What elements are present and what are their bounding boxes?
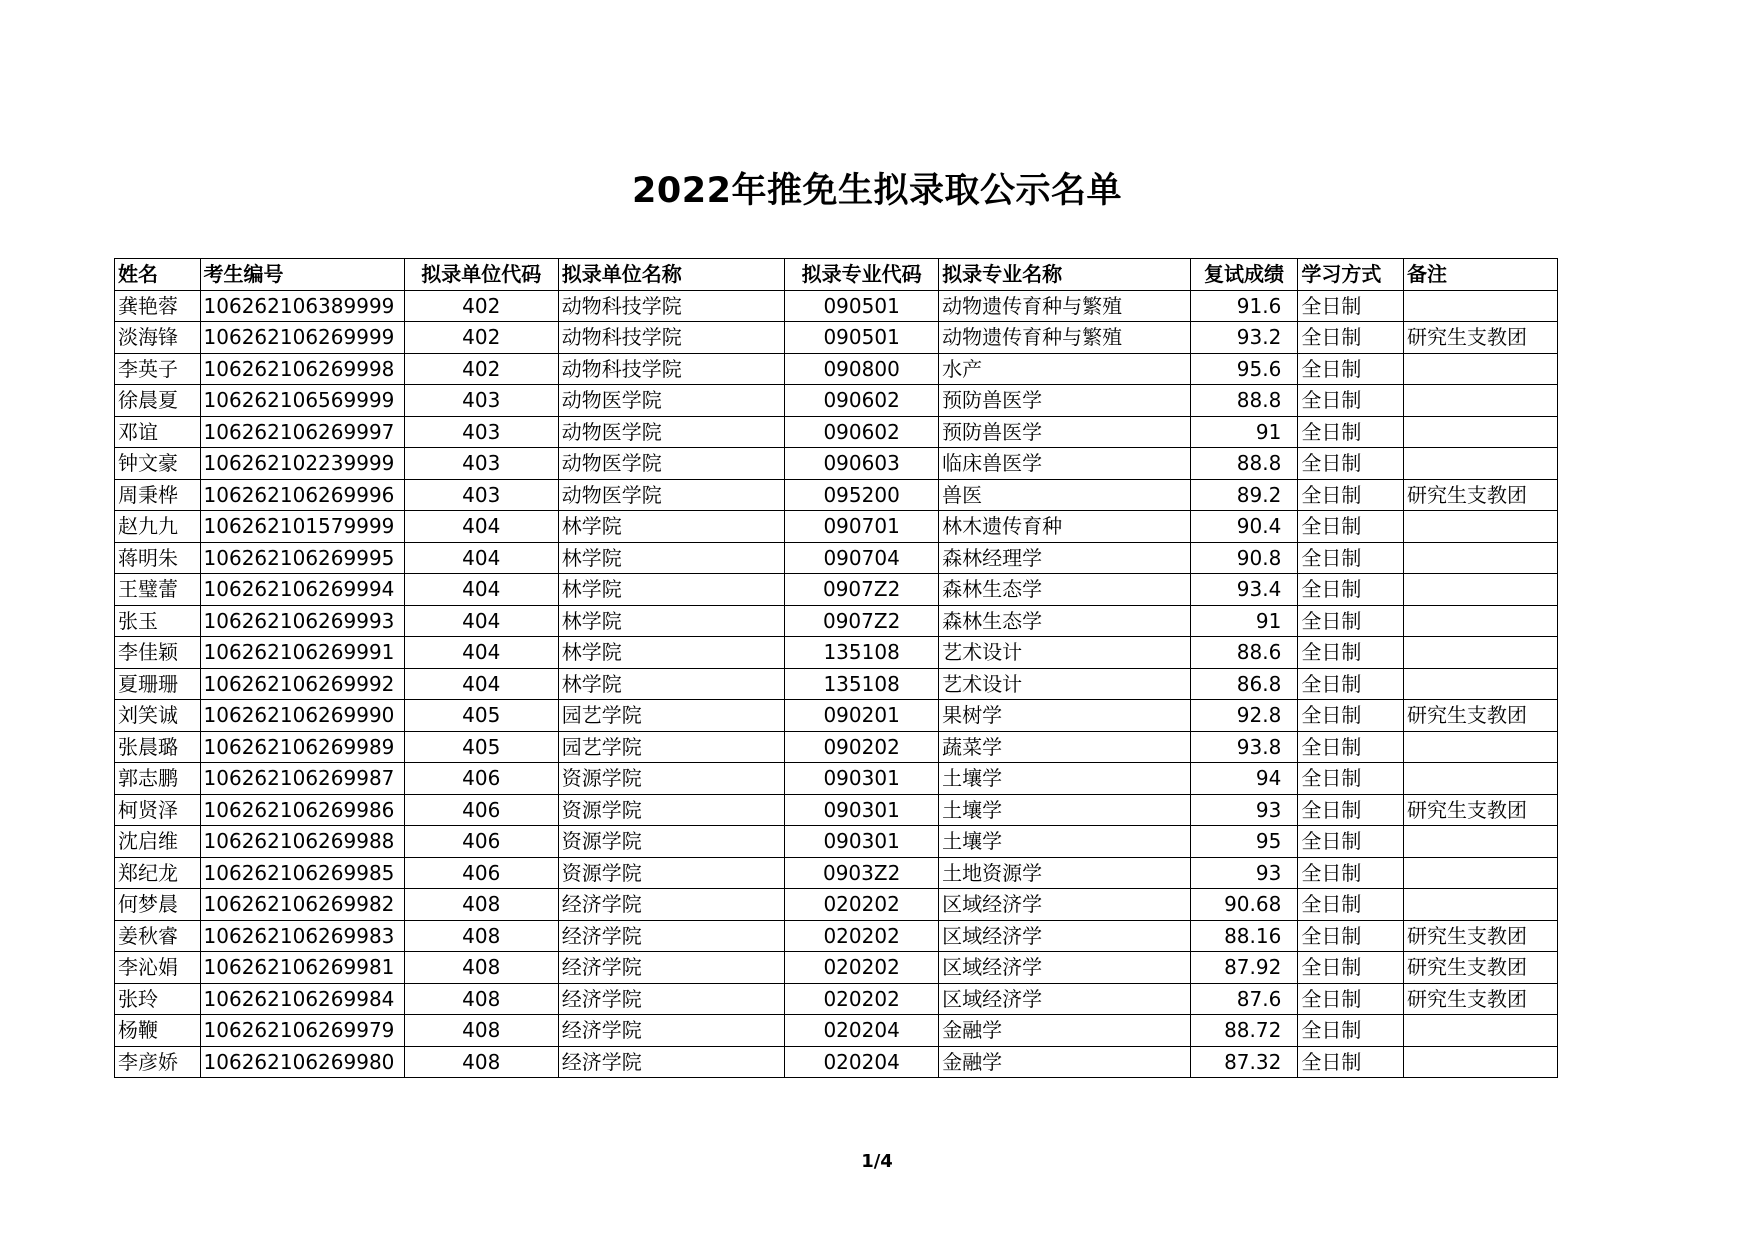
cell-study-mode: 全日制 xyxy=(1298,542,1404,574)
cell-remarks: 研究生支教团 xyxy=(1403,700,1557,732)
cell-major-name: 森林生态学 xyxy=(939,605,1191,637)
cell-score: 91 xyxy=(1190,605,1298,637)
cell-remarks xyxy=(1403,416,1557,448)
cell-major-code: 135108 xyxy=(785,637,939,669)
header-unit-code: 拟录单位代码 xyxy=(404,259,558,291)
cell-major-code: 090202 xyxy=(785,731,939,763)
cell-major-name: 土壤学 xyxy=(939,763,1191,795)
cell-exam-id: 106262106269979 xyxy=(200,1015,404,1047)
table-row xyxy=(115,794,1558,826)
cell-remarks xyxy=(1403,574,1557,606)
cell-study-mode: 全日制 xyxy=(1298,637,1404,669)
cell-study-mode: 全日制 xyxy=(1298,794,1404,826)
cell-unit-code: 406 xyxy=(404,857,558,889)
cell-score: 87.92 xyxy=(1190,952,1298,984)
cell-remarks xyxy=(1403,605,1557,637)
cell-score: 92.8 xyxy=(1190,700,1298,732)
cell-remarks: 研究生支教团 xyxy=(1403,983,1557,1015)
table-row xyxy=(115,952,1558,984)
cell-remarks xyxy=(1403,637,1557,669)
cell-remarks xyxy=(1403,731,1557,763)
cell-name: 姜秋睿 xyxy=(115,920,201,952)
cell-study-mode: 全日制 xyxy=(1298,952,1404,984)
cell-unit-name: 经济学院 xyxy=(558,952,784,984)
cell-exam-id: 106262106269980 xyxy=(200,1046,404,1078)
table-row xyxy=(115,448,1558,480)
cell-name: 张玉 xyxy=(115,605,201,637)
header-exam-id: 考生编号 xyxy=(200,259,404,291)
cell-unit-code: 408 xyxy=(404,1046,558,1078)
cell-name: 郭志鹏 xyxy=(115,763,201,795)
cell-score: 93.2 xyxy=(1190,322,1298,354)
cell-name: 郑纪龙 xyxy=(115,857,201,889)
cell-unit-name: 林学院 xyxy=(558,605,784,637)
cell-unit-name: 林学院 xyxy=(558,511,784,543)
cell-unit-name: 园艺学院 xyxy=(558,700,784,732)
table-row xyxy=(115,605,1558,637)
cell-remarks: 研究生支教团 xyxy=(1403,322,1557,354)
cell-name: 李彦娇 xyxy=(115,1046,201,1078)
cell-major-name: 预防兽医学 xyxy=(939,385,1191,417)
cell-unit-code: 404 xyxy=(404,605,558,637)
cell-unit-code: 408 xyxy=(404,952,558,984)
cell-remarks xyxy=(1403,511,1557,543)
cell-study-mode: 全日制 xyxy=(1298,448,1404,480)
page-number: 1/4 xyxy=(861,1151,893,1172)
cell-unit-name: 林学院 xyxy=(558,668,784,700)
cell-exam-id: 106262106269988 xyxy=(200,826,404,858)
cell-name: 周秉桦 xyxy=(115,479,201,511)
cell-score: 88.8 xyxy=(1190,385,1298,417)
cell-major-code: 090800 xyxy=(785,353,939,385)
admission-table xyxy=(114,258,1558,1078)
cell-score: 93 xyxy=(1190,794,1298,826)
cell-unit-name: 动物医学院 xyxy=(558,385,784,417)
table-row xyxy=(115,826,1558,858)
cell-unit-name: 动物科技学院 xyxy=(558,290,784,322)
header-name: 姓名 xyxy=(115,259,201,291)
cell-name: 张玲 xyxy=(115,983,201,1015)
cell-unit-code: 405 xyxy=(404,731,558,763)
cell-study-mode: 全日制 xyxy=(1298,857,1404,889)
cell-major-name: 预防兽医学 xyxy=(939,416,1191,448)
table-row xyxy=(115,1015,1558,1047)
cell-unit-code: 404 xyxy=(404,511,558,543)
cell-major-code: 095200 xyxy=(785,479,939,511)
cell-name: 王璧蕾 xyxy=(115,574,201,606)
cell-major-code: 020202 xyxy=(785,889,939,921)
cell-study-mode: 全日制 xyxy=(1298,700,1404,732)
cell-unit-code: 403 xyxy=(404,416,558,448)
cell-exam-id: 106262106269993 xyxy=(200,605,404,637)
cell-study-mode: 全日制 xyxy=(1298,385,1404,417)
cell-remarks xyxy=(1403,763,1557,795)
cell-study-mode: 全日制 xyxy=(1298,826,1404,858)
cell-unit-code: 403 xyxy=(404,479,558,511)
cell-exam-id: 106262106269990 xyxy=(200,700,404,732)
cell-score: 88.16 xyxy=(1190,920,1298,952)
cell-major-name: 兽医 xyxy=(939,479,1191,511)
cell-unit-name: 动物医学院 xyxy=(558,416,784,448)
cell-major-name: 水产 xyxy=(939,353,1191,385)
cell-major-code: 090301 xyxy=(785,826,939,858)
cell-unit-code: 408 xyxy=(404,1015,558,1047)
cell-study-mode: 全日制 xyxy=(1298,416,1404,448)
cell-unit-code: 405 xyxy=(404,700,558,732)
cell-major-code: 090602 xyxy=(785,416,939,448)
cell-major-name: 临床兽医学 xyxy=(939,448,1191,480)
cell-unit-name: 动物科技学院 xyxy=(558,322,784,354)
cell-unit-name: 动物科技学院 xyxy=(558,353,784,385)
cell-major-code: 0903Z2 xyxy=(785,857,939,889)
cell-exam-id: 106262106269999 xyxy=(200,322,404,354)
table-row xyxy=(115,889,1558,921)
cell-score: 90.4 xyxy=(1190,511,1298,543)
cell-unit-code: 404 xyxy=(404,542,558,574)
cell-remarks xyxy=(1403,353,1557,385)
cell-name: 李佳颖 xyxy=(115,637,201,669)
cell-unit-name: 经济学院 xyxy=(558,1046,784,1078)
cell-exam-id: 106262102239999 xyxy=(200,448,404,480)
cell-major-name: 金融学 xyxy=(939,1046,1191,1078)
cell-unit-code: 404 xyxy=(404,637,558,669)
cell-exam-id: 106262106269991 xyxy=(200,637,404,669)
cell-remarks xyxy=(1403,668,1557,700)
cell-exam-id: 106262106569999 xyxy=(200,385,404,417)
cell-name: 沈启维 xyxy=(115,826,201,858)
cell-major-code: 090201 xyxy=(785,700,939,732)
cell-major-code: 0907Z2 xyxy=(785,574,939,606)
cell-major-code: 135108 xyxy=(785,668,939,700)
cell-major-code: 090603 xyxy=(785,448,939,480)
cell-score: 87.6 xyxy=(1190,983,1298,1015)
cell-study-mode: 全日制 xyxy=(1298,353,1404,385)
cell-exam-id: 106262106269995 xyxy=(200,542,404,574)
header-remarks: 备注 xyxy=(1403,259,1557,291)
table-row xyxy=(115,763,1558,795)
cell-major-name: 土壤学 xyxy=(939,826,1191,858)
header-unit-name: 拟录单位名称 xyxy=(558,259,784,291)
cell-unit-name: 经济学院 xyxy=(558,1015,784,1047)
table-row xyxy=(115,920,1558,952)
cell-unit-name: 动物医学院 xyxy=(558,448,784,480)
cell-study-mode: 全日制 xyxy=(1298,605,1404,637)
cell-major-name: 动物遗传育种与繁殖 xyxy=(939,290,1191,322)
cell-unit-code: 408 xyxy=(404,920,558,952)
cell-unit-name: 园艺学院 xyxy=(558,731,784,763)
table-row xyxy=(115,322,1558,354)
cell-name: 夏珊珊 xyxy=(115,668,201,700)
cell-unit-code: 402 xyxy=(404,353,558,385)
cell-score: 94 xyxy=(1190,763,1298,795)
cell-name: 杨鞭 xyxy=(115,1015,201,1047)
table-row xyxy=(115,700,1558,732)
cell-score: 93.4 xyxy=(1190,574,1298,606)
cell-exam-id: 106262106269994 xyxy=(200,574,404,606)
cell-score: 88.6 xyxy=(1190,637,1298,669)
cell-major-name: 森林经理学 xyxy=(939,542,1191,574)
cell-study-mode: 全日制 xyxy=(1298,983,1404,1015)
cell-remarks xyxy=(1403,857,1557,889)
header-row xyxy=(115,259,1558,291)
cell-unit-code: 404 xyxy=(404,574,558,606)
cell-name: 钟文豪 xyxy=(115,448,201,480)
cell-exam-id: 106262106269985 xyxy=(200,857,404,889)
cell-major-name: 艺术设计 xyxy=(939,637,1191,669)
cell-exam-id: 106262106269989 xyxy=(200,731,404,763)
cell-major-code: 0907Z2 xyxy=(785,605,939,637)
cell-remarks xyxy=(1403,290,1557,322)
header-major-code: 拟录专业代码 xyxy=(785,259,939,291)
cell-major-name: 森林生态学 xyxy=(939,574,1191,606)
cell-name: 李英子 xyxy=(115,353,201,385)
cell-exam-id: 106262106269983 xyxy=(200,920,404,952)
cell-exam-id: 106262106269984 xyxy=(200,983,404,1015)
cell-name: 龚艳蓉 xyxy=(115,290,201,322)
cell-unit-name: 经济学院 xyxy=(558,983,784,1015)
cell-major-code: 090301 xyxy=(785,794,939,826)
cell-major-code: 090501 xyxy=(785,290,939,322)
table-row xyxy=(115,637,1558,669)
cell-exam-id: 106262106269996 xyxy=(200,479,404,511)
cell-name: 赵九九 xyxy=(115,511,201,543)
cell-major-code: 020204 xyxy=(785,1015,939,1047)
cell-name: 李沁娟 xyxy=(115,952,201,984)
table-row xyxy=(115,479,1558,511)
cell-study-mode: 全日制 xyxy=(1298,1046,1404,1078)
table-row xyxy=(115,353,1558,385)
cell-name: 淡海锋 xyxy=(115,322,201,354)
cell-unit-name: 资源学院 xyxy=(558,857,784,889)
cell-major-name: 区域经济学 xyxy=(939,952,1191,984)
table-row xyxy=(115,385,1558,417)
cell-study-mode: 全日制 xyxy=(1298,763,1404,795)
cell-score: 87.32 xyxy=(1190,1046,1298,1078)
cell-score: 90.68 xyxy=(1190,889,1298,921)
cell-unit-name: 经济学院 xyxy=(558,889,784,921)
cell-unit-name: 经济学院 xyxy=(558,920,784,952)
cell-score: 88.8 xyxy=(1190,448,1298,480)
cell-name: 邓谊 xyxy=(115,416,201,448)
table-row xyxy=(115,416,1558,448)
cell-exam-id: 106262106269982 xyxy=(200,889,404,921)
cell-unit-code: 402 xyxy=(404,322,558,354)
cell-name: 张晨璐 xyxy=(115,731,201,763)
table-row xyxy=(115,731,1558,763)
cell-major-code: 090301 xyxy=(785,763,939,795)
cell-name: 徐晨夏 xyxy=(115,385,201,417)
cell-major-code: 090602 xyxy=(785,385,939,417)
cell-score: 95 xyxy=(1190,826,1298,858)
cell-remarks xyxy=(1403,1046,1557,1078)
cell-study-mode: 全日制 xyxy=(1298,731,1404,763)
cell-remarks: 研究生支教团 xyxy=(1403,794,1557,826)
table-row xyxy=(115,542,1558,574)
cell-unit-code: 406 xyxy=(404,794,558,826)
cell-score: 88.72 xyxy=(1190,1015,1298,1047)
cell-exam-id: 106262106269997 xyxy=(200,416,404,448)
cell-score: 91 xyxy=(1190,416,1298,448)
cell-unit-name: 林学院 xyxy=(558,542,784,574)
cell-exam-id: 106262106389999 xyxy=(200,290,404,322)
cell-unit-name: 资源学院 xyxy=(558,763,784,795)
cell-major-code: 090501 xyxy=(785,322,939,354)
cell-major-name: 果树学 xyxy=(939,700,1191,732)
cell-major-code: 020202 xyxy=(785,983,939,1015)
cell-study-mode: 全日制 xyxy=(1298,479,1404,511)
cell-remarks: 研究生支教团 xyxy=(1403,479,1557,511)
cell-major-code: 020202 xyxy=(785,920,939,952)
cell-score: 86.8 xyxy=(1190,668,1298,700)
cell-unit-code: 406 xyxy=(404,763,558,795)
cell-unit-name: 林学院 xyxy=(558,574,784,606)
cell-score: 93 xyxy=(1190,857,1298,889)
cell-remarks xyxy=(1403,826,1557,858)
cell-remarks xyxy=(1403,889,1557,921)
cell-unit-code: 406 xyxy=(404,826,558,858)
cell-study-mode: 全日制 xyxy=(1298,574,1404,606)
cell-study-mode: 全日制 xyxy=(1298,322,1404,354)
cell-study-mode: 全日制 xyxy=(1298,889,1404,921)
cell-exam-id: 106262106269998 xyxy=(200,353,404,385)
header-study-mode: 学习方式 xyxy=(1298,259,1404,291)
cell-unit-code: 408 xyxy=(404,889,558,921)
cell-remarks xyxy=(1403,542,1557,574)
cell-major-name: 金融学 xyxy=(939,1015,1191,1047)
table-row xyxy=(115,290,1558,322)
cell-remarks: 研究生支教团 xyxy=(1403,952,1557,984)
table-row xyxy=(115,511,1558,543)
cell-major-name: 蔬菜学 xyxy=(939,731,1191,763)
cell-major-name: 区域经济学 xyxy=(939,889,1191,921)
table-row xyxy=(115,857,1558,889)
cell-major-name: 动物遗传育种与繁殖 xyxy=(939,322,1191,354)
cell-remarks: 研究生支教团 xyxy=(1403,920,1557,952)
cell-study-mode: 全日制 xyxy=(1298,511,1404,543)
cell-major-code: 020202 xyxy=(785,952,939,984)
cell-exam-id: 106262106269986 xyxy=(200,794,404,826)
cell-unit-name: 资源学院 xyxy=(558,826,784,858)
cell-major-code: 090701 xyxy=(785,511,939,543)
header-score: 复试成绩 xyxy=(1190,259,1298,291)
cell-unit-code: 404 xyxy=(404,668,558,700)
cell-exam-id: 106262106269992 xyxy=(200,668,404,700)
cell-unit-name: 动物医学院 xyxy=(558,479,784,511)
table-row xyxy=(115,574,1558,606)
cell-remarks xyxy=(1403,385,1557,417)
document-title: 2022年推免生拟录取公示名单 xyxy=(632,171,1122,211)
cell-unit-code: 403 xyxy=(404,448,558,480)
table-row xyxy=(115,983,1558,1015)
cell-study-mode: 全日制 xyxy=(1298,1015,1404,1047)
cell-major-code: 020204 xyxy=(785,1046,939,1078)
cell-name: 何梦晨 xyxy=(115,889,201,921)
cell-exam-id: 106262106269981 xyxy=(200,952,404,984)
cell-unit-code: 403 xyxy=(404,385,558,417)
cell-unit-name: 资源学院 xyxy=(558,794,784,826)
cell-remarks xyxy=(1403,1015,1557,1047)
table-row xyxy=(115,1046,1558,1078)
table-row xyxy=(115,668,1558,700)
cell-unit-name: 林学院 xyxy=(558,637,784,669)
cell-remarks xyxy=(1403,448,1557,480)
cell-name: 蒋明朱 xyxy=(115,542,201,574)
cell-major-name: 土地资源学 xyxy=(939,857,1191,889)
cell-major-name: 区域经济学 xyxy=(939,983,1191,1015)
cell-score: 89.2 xyxy=(1190,479,1298,511)
header-major-name: 拟录专业名称 xyxy=(939,259,1191,291)
cell-score: 93.8 xyxy=(1190,731,1298,763)
cell-exam-id: 106262106269987 xyxy=(200,763,404,795)
cell-study-mode: 全日制 xyxy=(1298,668,1404,700)
cell-name: 刘笑诚 xyxy=(115,700,201,732)
cell-major-name: 林木遗传育种 xyxy=(939,511,1191,543)
cell-score: 95.6 xyxy=(1190,353,1298,385)
cell-unit-code: 408 xyxy=(404,983,558,1015)
cell-exam-id: 106262101579999 xyxy=(200,511,404,543)
cell-major-name: 土壤学 xyxy=(939,794,1191,826)
cell-name: 柯贤泽 xyxy=(115,794,201,826)
cell-score: 91.6 xyxy=(1190,290,1298,322)
cell-study-mode: 全日制 xyxy=(1298,290,1404,322)
cell-study-mode: 全日制 xyxy=(1298,920,1404,952)
cell-score: 90.8 xyxy=(1190,542,1298,574)
cell-major-code: 090704 xyxy=(785,542,939,574)
cell-unit-code: 402 xyxy=(404,290,558,322)
cell-major-name: 艺术设计 xyxy=(939,668,1191,700)
cell-major-name: 区域经济学 xyxy=(939,920,1191,952)
